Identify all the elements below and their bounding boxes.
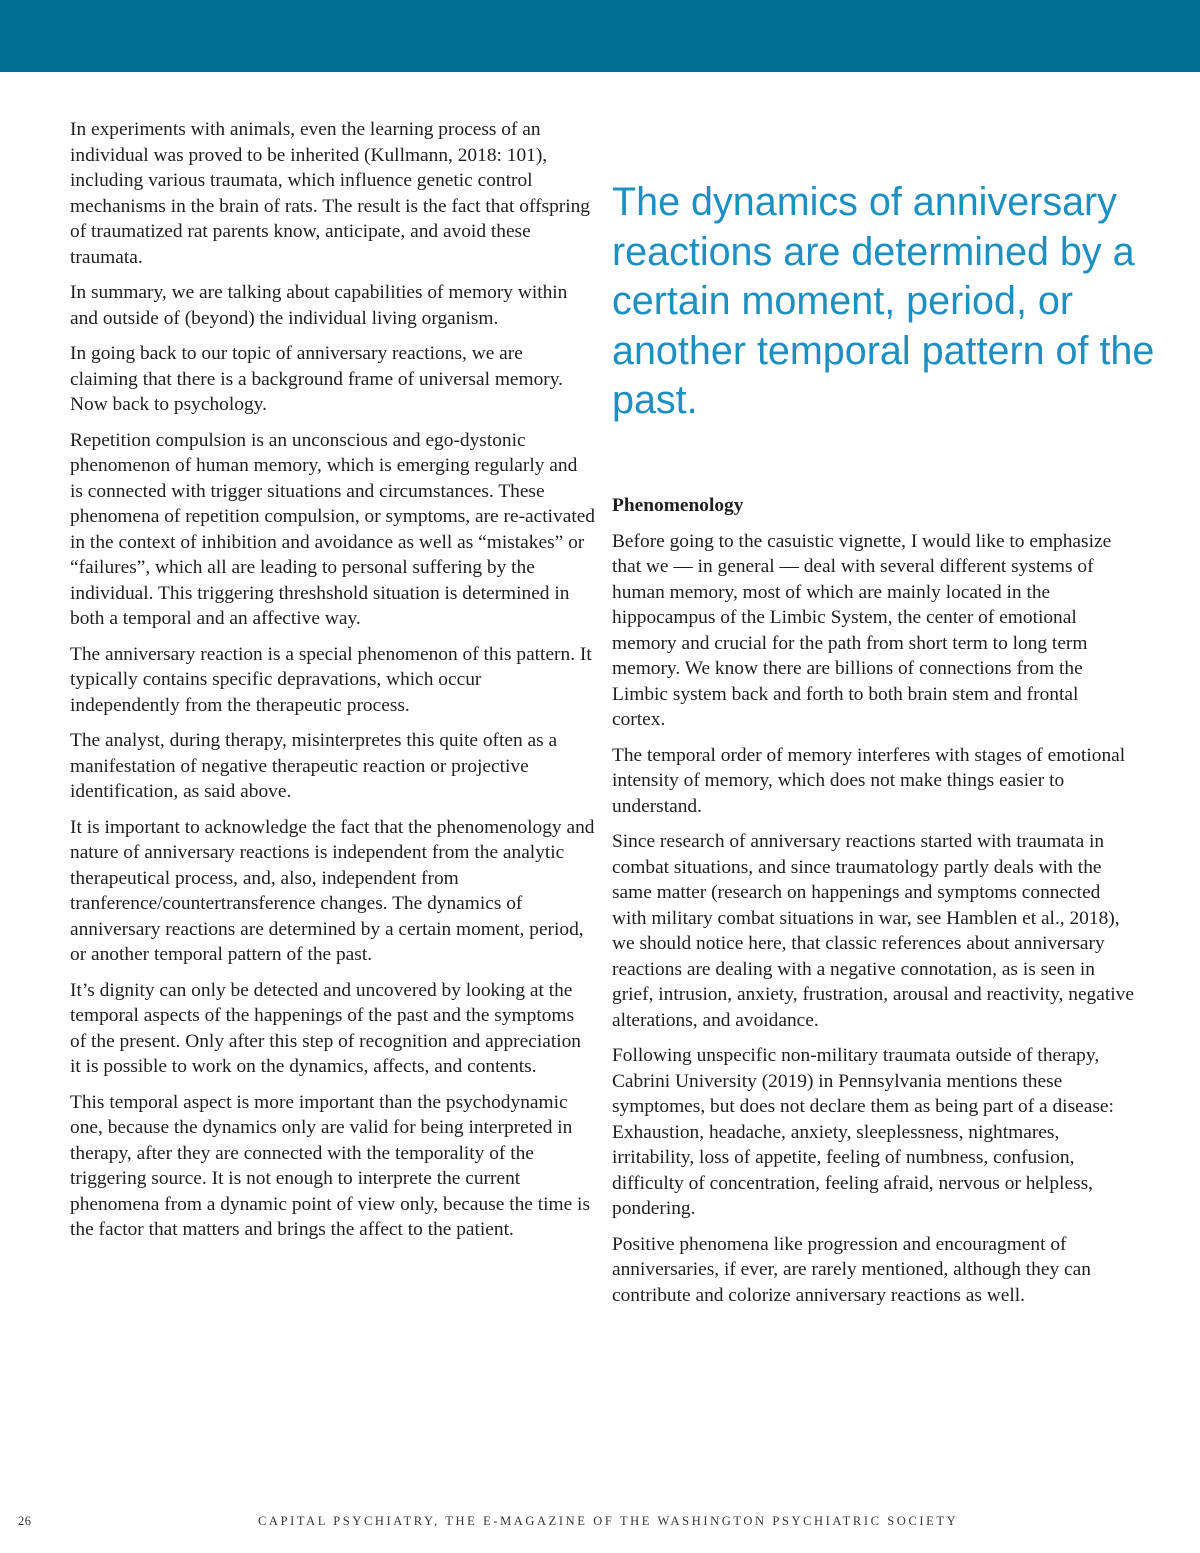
paragraph: Positive phenomena like progression and encouragment of anniversaries, if ever, are rarely mentioned, although they can contribute and colorize anniversary reactions as well. xyxy=(612,1233,1091,1306)
paragraph: In going back to our topic of anniversary reactions, we are claiming that there is a background frame of universal memory. Now back to psychology. xyxy=(70,343,564,415)
pull-quote: The dynamics of anniversary reactions are determined by a certain moment, period, or another temporal pattern of the past. xyxy=(612,180,1155,422)
paragraph: In summary, we are talking about capabilities of memory within and outside of (beyond) the individual living organism. xyxy=(70,282,568,329)
paragraph: Before going to the casuistic vignette, I would like to emphasize that we — in general — deal with several different systems of human memory, most of which are mainly located in the hippocampus of the Limbic System, the center of emotional memory and crucial for the path from short term to long term memory. We know there are billions of connections from the Limbic system back and forth to both brain stem and frontal cortex. xyxy=(612,530,1112,730)
page-number: 26 xyxy=(18,1514,32,1528)
paragraph: It’s dignity can only be detected and uncovered by looking at the temporal aspects of the happenings of the past and the symptoms of the present. Only after this step of recognition and appreciation it is possible to work on the dynamics, affects, and contents. xyxy=(70,979,581,1077)
paragraph: In experiments with animals, even the learning process of an individual was proved to be inherited (Kullmann, 2018: 101), including various traumata, which influence genetic control mechanisms in the brain of rats. The result is the fact that offspring of traumatized rat parents know, anticipate, and avoid these traumata. xyxy=(70,119,591,268)
paragraph: The analyst, during therapy, misinterpretes this quite often as a manifestation of negative therapeutic reaction or projective identification, as said above. xyxy=(70,730,558,802)
paragraph: The anniversary reaction is a special phenomenon of this pattern. It typically contains specific depravations, which occur independently from the therapeutic process. xyxy=(70,643,592,716)
header-band xyxy=(0,0,1200,72)
paragraph: Repetition compulsion is an unconscious and ego-dystonic phenomenon of human memory, which is emerging regularly and is connected with trigger situations and circumstances. These phenomena of repetition compulsion, or symptoms, are re-activated in the context of inhibition and avoidance as well as “mistakes” or “failures”, which all are leading to personal suffering by the individual. This triggering threshshold situation is determined in both a temporal and an affective way. xyxy=(70,429,596,629)
paragraph: It is important to acknowledge the fact that the phenomenology and nature of anniversary reactions is independent from the analytic therapeutical process, and, also, independent from tranference/countertransference changes. The dynamics of anniversary reactions are determined by a certain moment, period, or another temporal pattern of the past. xyxy=(70,816,595,965)
paragraph: The temporal order of memory interferes with stages of emotional intensity of memory, which does not make things easier to understand. xyxy=(612,744,1126,817)
publication-title: CAPITAL PSYCHIATRY, THE E-MAGAZINE OF THE WASHINGTON PSYCHIATRIC SOCIETY xyxy=(258,1514,959,1528)
right-column xyxy=(612,493,1134,1318)
left-column xyxy=(70,117,595,1253)
paragraph: Following unspecific non-military traumata outside of therapy, Cabrini University (2019) in Pennsylvania mentions these symptomes, but does not declare them as being part of a disease: Exhaustion, headache, anxiety, sleeplessness, nightmares, irritability, loss of appetite, feeling of numbness, confusion, difficulty of concentration, feeling afraid, nervous or helpless, pondering. xyxy=(612,1045,1114,1219)
section-heading: Phenomenology xyxy=(612,495,744,516)
page-footer xyxy=(0,1514,1200,1534)
paragraph: This temporal aspect is more important than the psychodynamic one, because the dynamics only are valid for being interpreted in therapy, after they are connected with the temporality of the triggering source. It is not enough to interprete the current phenomena from a dynamic point of view only, because the time is the factor that matters and brings the affect to the patient. xyxy=(70,1091,590,1240)
paragraph: Since research of anniversary reactions started with traumata in combat situations, and since traumatology partly deals with the same matter (research on happenings and symptoms connected with military combat situations in war, see Hamblen et al., 2018), we should notice here, that classic references about anniversary reactions are dealing with a negative connotation, as is seen in grief, intrusion, anxiety, frustration, arousal and reactivity, negative alterations, and avoidance. xyxy=(612,831,1134,1031)
